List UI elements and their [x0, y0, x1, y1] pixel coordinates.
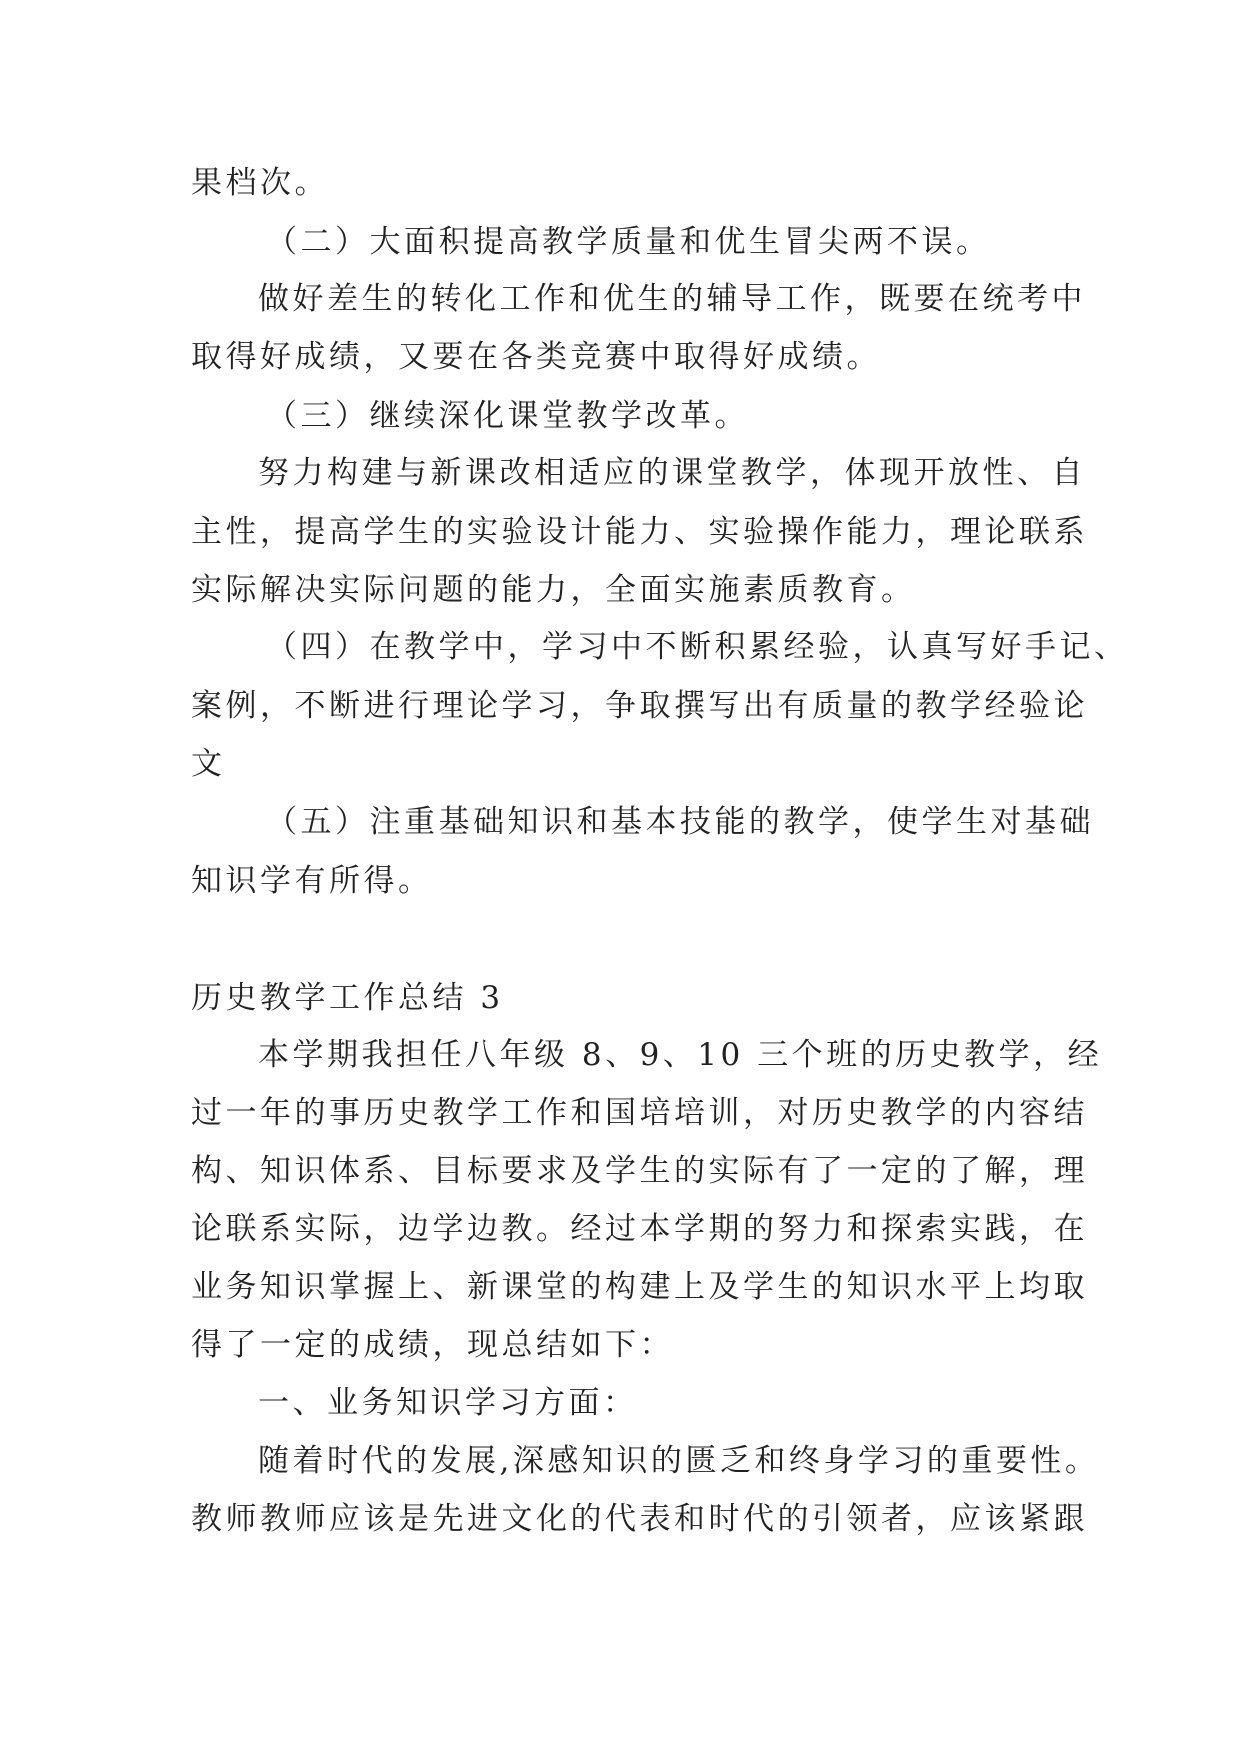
text-line: 果档次。 — [191, 165, 329, 201]
section-heading: 一、业务知识学习方面： — [258, 1385, 638, 1421]
text-line: 本学期我担任八年级 8、9、10 三个班的历史教学，经 — [258, 1037, 1103, 1073]
document-title: 历史教学工作总结 3 — [191, 980, 504, 1016]
section-heading: （五）注重基础知识和基本技能的教学，使学生对基础 — [266, 804, 1094, 840]
text-line: 做好差生的转化工作和优生的辅导工作，既要在统考中 — [258, 281, 1086, 317]
text-line: 案例，不断进行理论学习，争取撰写出有质量的教学经验论 — [191, 688, 1088, 724]
text-line: 知识学有所得。 — [191, 863, 433, 899]
section-heading: （三）继续深化课堂教学改革。 — [266, 398, 749, 434]
text-line: 论联系实际，边学边教。经过本学期的努力和探索实践，在 — [191, 1211, 1088, 1247]
text-line: 实际解决实际问题的能力，全面实施素质教育。 — [191, 572, 916, 608]
text-line: 构、知识体系、目标要求及学生的实际有了一定的了解，理 — [191, 1153, 1088, 1189]
text-line: 业务知识掌握上、新课堂的构建上及学生的知识水平上均取 — [191, 1269, 1088, 1305]
text-line: 过一年的事历史教学工作和国培培训，对历史教学的内容结 — [191, 1095, 1088, 1131]
text-line: 主性，提高学生的实验设计能力、实验操作能力，理论联系 — [191, 514, 1088, 550]
text-line: 取得好成绩，又要在各类竞赛中取得好成绩。 — [191, 339, 881, 375]
text-line: 文 — [191, 746, 226, 782]
text-line: 教师教师应该是先进文化的代表和时代的引领者，应该紧跟 — [191, 1501, 1088, 1537]
text-line: 努力构建与新课改相适应的课堂教学，体现开放性、自 — [258, 455, 1086, 491]
section-heading: （二）大面积提高教学质量和优生冒尖两不误。 — [266, 224, 991, 260]
text-line: 随着时代的发展,深感知识的匮乏和终身学习的重要性。 — [258, 1443, 1100, 1479]
text-line: 得了一定的成绩，现总结如下： — [191, 1327, 674, 1363]
section-heading: （四）在教学中，学习中不断积累经验，认真写好手记、 — [266, 629, 1129, 665]
